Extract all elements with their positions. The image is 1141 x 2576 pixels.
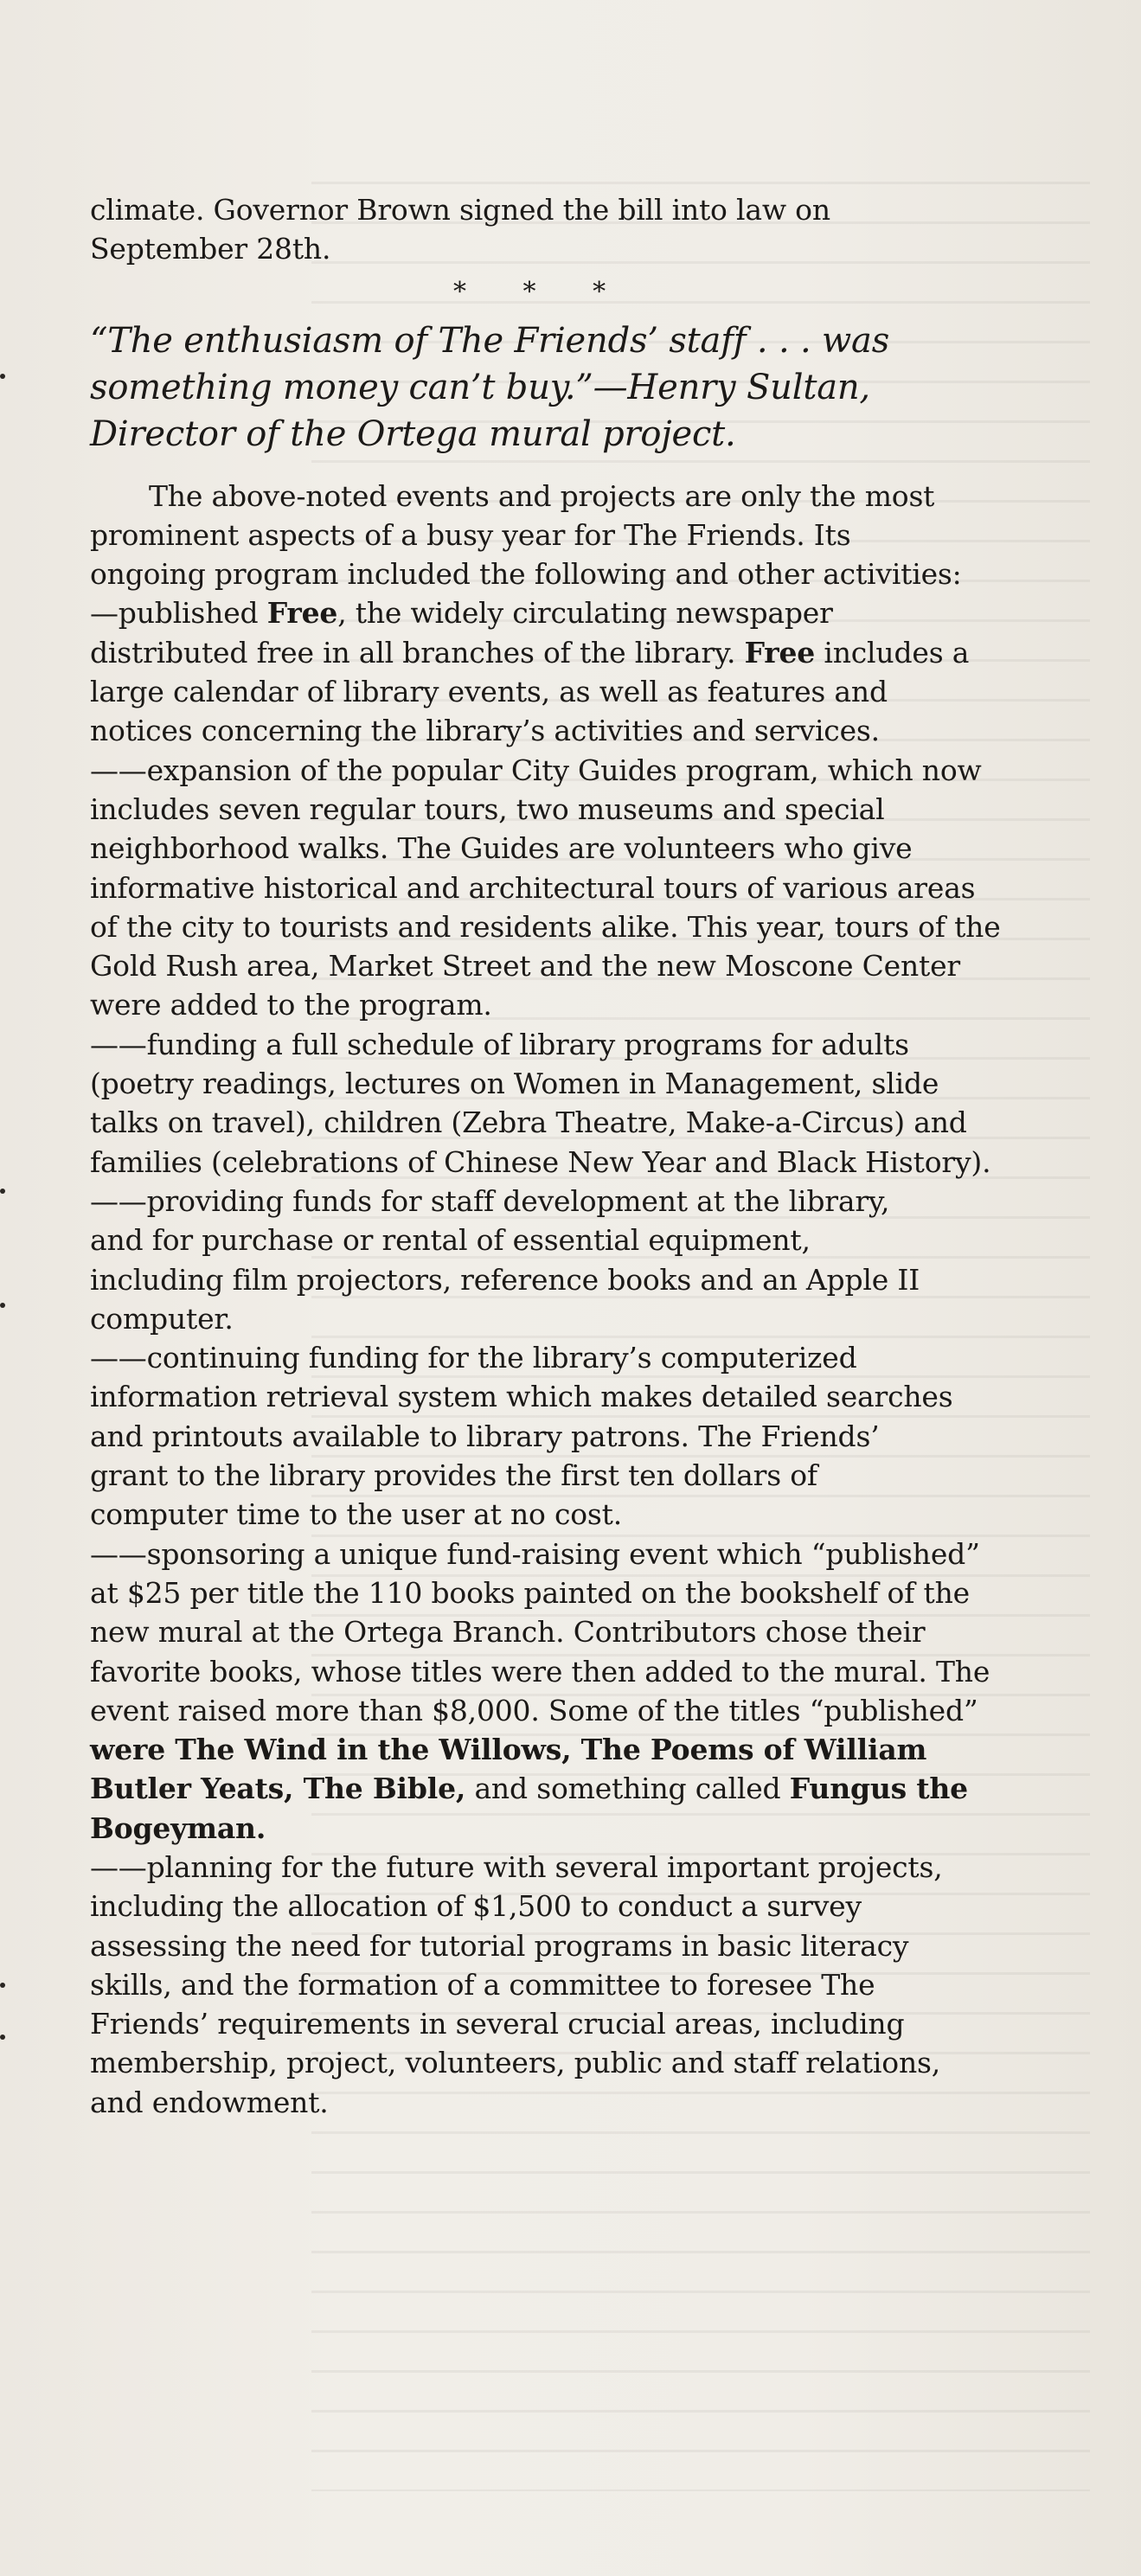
text-column	[90, 190, 1007, 2122]
item-library-programs: ——funding a full schedule of library programs for adults (poetry readings, lectures on Women in Management, slide talks on travel), children (Zebra Theatre, Make-a-Circus) and families (celebrations of Chinese New Year and Black History).	[90, 1027, 991, 1179]
book-titles: were The Wind in the Willows, The Poems of William Butler Yeats, The Bible,	[90, 1733, 927, 1806]
book-title-fungus: Fungus the Bogeyman.	[90, 1772, 968, 1845]
item-mural-fundraiser	[90, 1535, 1007, 1848]
item-free-text: , the widely circulating newspaper distributed free in all branches of the library.	[90, 596, 833, 670]
item-city-guides: ——expansion of the popular City Guides program, which now includes seven regular tours, two museums and special neighborhood walks. The Guides are volunteers who give informative historical and architectural tours of various areas of the city to tourists and residents alike. This year, tours of the Gold Rush area, Market Street and the new Moscone Center were added to the program.	[90, 753, 1001, 1022]
mural-text: and something called	[465, 1772, 790, 1806]
edge-mark	[0, 2035, 5, 2040]
item-free	[90, 593, 998, 750]
item-computer-retrieval: ——continuing funding for the library’s computerized information retrieval system which makes detailed searches and printouts available to library patrons. The Friends’ grant to the library provides the first ten dollars of computer time to the user at no cost.	[90, 1341, 953, 1532]
edge-mark	[0, 1303, 5, 1308]
edge-mark	[0, 374, 5, 379]
item-free-text: —published	[90, 596, 267, 631]
edge-mark	[0, 1983, 5, 1988]
section-separator: * * *	[453, 276, 631, 307]
intro-paragraph: climate. Governor Brown signed the bill into law on September 28th.	[90, 193, 830, 266]
edge-mark	[0, 1189, 5, 1194]
item-planning: ——planning for the future with several important projects, including the allocation of $1,500 to conduct a survey assessing the need for tutorial programs in basic literacy skills, and the formation of a committee to foresee The Friends’ requirements in several crucial areas, including membership, project, volunteers, public and staff relations, and endowment.	[90, 1849, 943, 2119]
free-title: Free	[266, 596, 338, 631]
free-title: Free	[744, 635, 816, 670]
pull-quote: “The enthusiasm of The Friends’ staff . . . was something money can’t buy.”—Henry Sultan, Director of the Ortega mural project.	[90, 320, 890, 454]
mural-text: ——sponsoring a unique fund-raising event which “published” at $25 per title the 110 books painted on the bookshelf of the new mural at the Ortega Branch. Contributors chose their favorite books, whose titles were then added to the mural. The event raised more than $8,000. Some of the titles “published”	[90, 1536, 990, 1727]
item-staff-development: ——providing funds for staff development at the library, and for purchase or rental of essential equipment, including film projectors, reference books and an Apple II computer.	[90, 1183, 920, 1336]
lead-paragraph: The above-noted events and projects are only the most prominent aspects of a busy year for The Friends. Its ongoing program included the following and other activities:	[90, 478, 962, 592]
item-free-text: includes a large calendar of library events, as well as features and notices concerning the library’s activities and services.	[90, 635, 970, 748]
